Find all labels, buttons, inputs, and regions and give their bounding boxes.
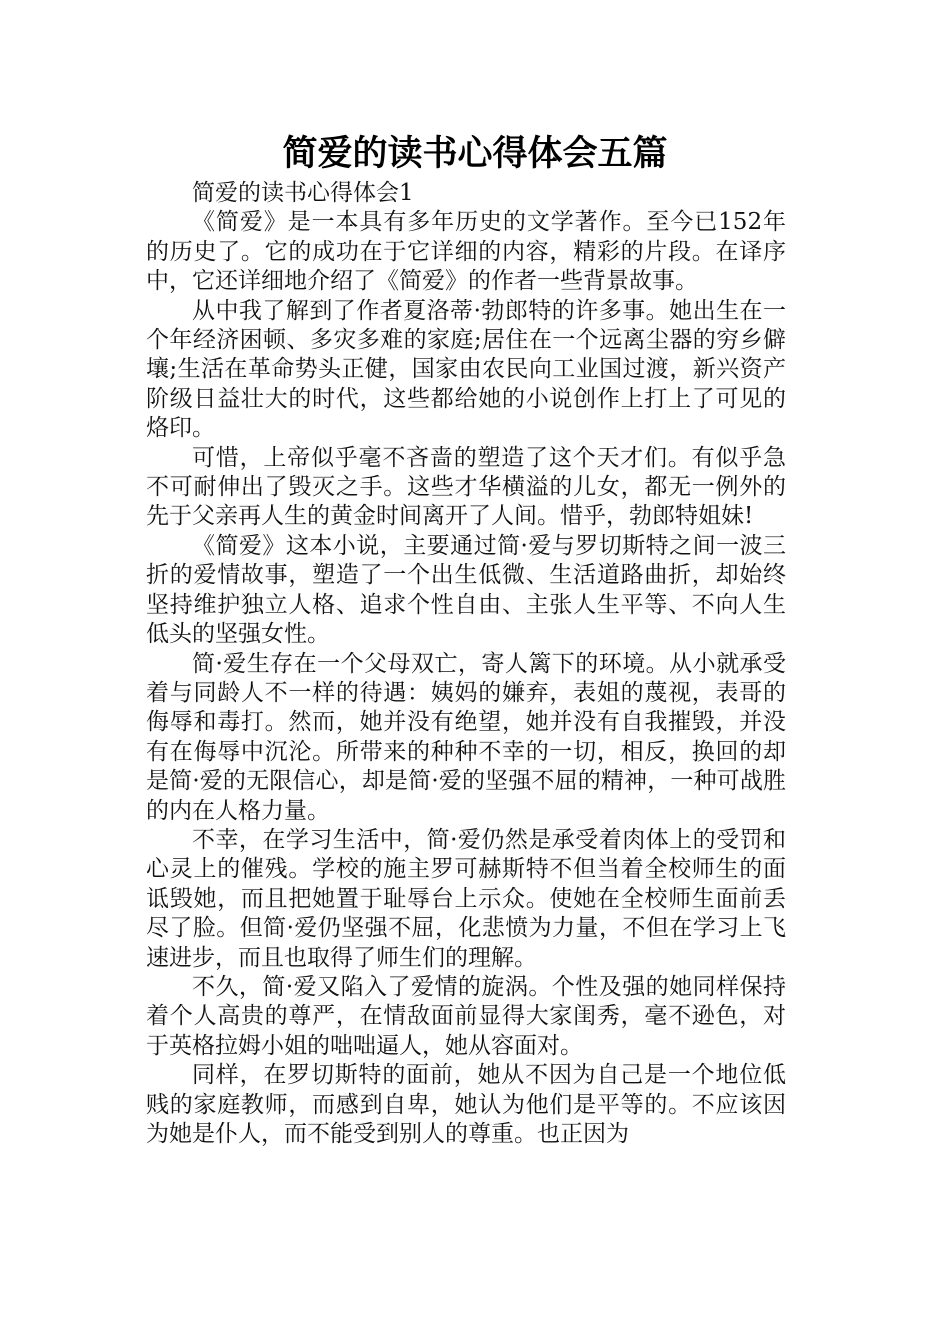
document-body	[146, 179, 786, 1149]
paragraph: 不久，简·爱又陷入了爱情的旋涡。个性及强的她同样保持着个人高贵的尊严，在情敌面前显得大家闺秀，毫不逊色，对于英格拉姆小姐的咄咄逼人，她从容面对。	[146, 973, 786, 1059]
paragraph: 不幸，在学习生活中，简·爱仍然是承受着肉体上的受罚和心灵上的催残。学校的施主罗可赫斯特不但当着全校师生的面诋毁她，而且把她置于耻辱台上示众。使她在全校师生面前丢尽了脸。但简·爱仍坚强不屈，化悲愤为力量，不但在学习上飞速进步，而且也取得了师生们的理解。	[146, 826, 786, 971]
paragraph: 《简爱》是一本具有多年历史的文学著作。至今已152年的历史了。它的成功在于它详细的内容，精彩的片段。在译序中，它还详细地介绍了《简爱》的作者一些背景故事。	[146, 209, 786, 295]
paragraph: 同样，在罗切斯特的面前，她从不因为自己是一个地位低贱的家庭教师，而感到自卑，她认为他们是平等的。不应该因为她是仆人，而不能受到别人的尊重。也正因为	[146, 1062, 786, 1147]
paragraph: 简·爱生存在一个父母双亡，寄人篱下的环境。从小就承受着与同龄人不一样的待遇：姨妈的嫌弃，表姐的蔑视，表哥的侮辱和毒打。然而，她并没有绝望，她并没有自我摧毁，并没有在侮辱中沉沦。所带来的种种不幸的一切，相反，换回的却是简·爱的无限信心，却是简·爱的坚强不屈的精神，一种可战胜的内在人格力量。	[146, 650, 786, 824]
paragraph: 从中我了解到了作者夏洛蒂·勃郎特的许多事。她出生在一个年经济困顿、多灾多难的家庭;居住在一个远离尘器的穷乡僻壤;生活在革命势头正健，国家由农民向工业国过渡，新兴资产阶级日益壮大的时代，这些都给她的小说创作上打上了可见的烙印。	[146, 297, 786, 442]
section-subheading: 简爱的读书心得体会1	[192, 180, 414, 206]
document-title: 简爱的读书心得体会五篇	[282, 133, 668, 174]
paragraph: 可惜，上帝似乎毫不吝啬的塑造了这个天才们。有似乎急不可耐伸出了毁灭之手。这些才华横溢的儿女，都无一例外的先于父亲再人生的黄金时间离开了人间。惜乎，勃郎特姐妹!	[146, 444, 786, 530]
paragraph: 《简爱》这本小说，主要通过简·爱与罗切斯特之间一波三折的爱情故事，塑造了一个出生低微、生活道路曲折，却始终坚持维护独立人格、追求个性自由、主张人生平等、不向人生低头的坚强女性。	[146, 532, 786, 648]
